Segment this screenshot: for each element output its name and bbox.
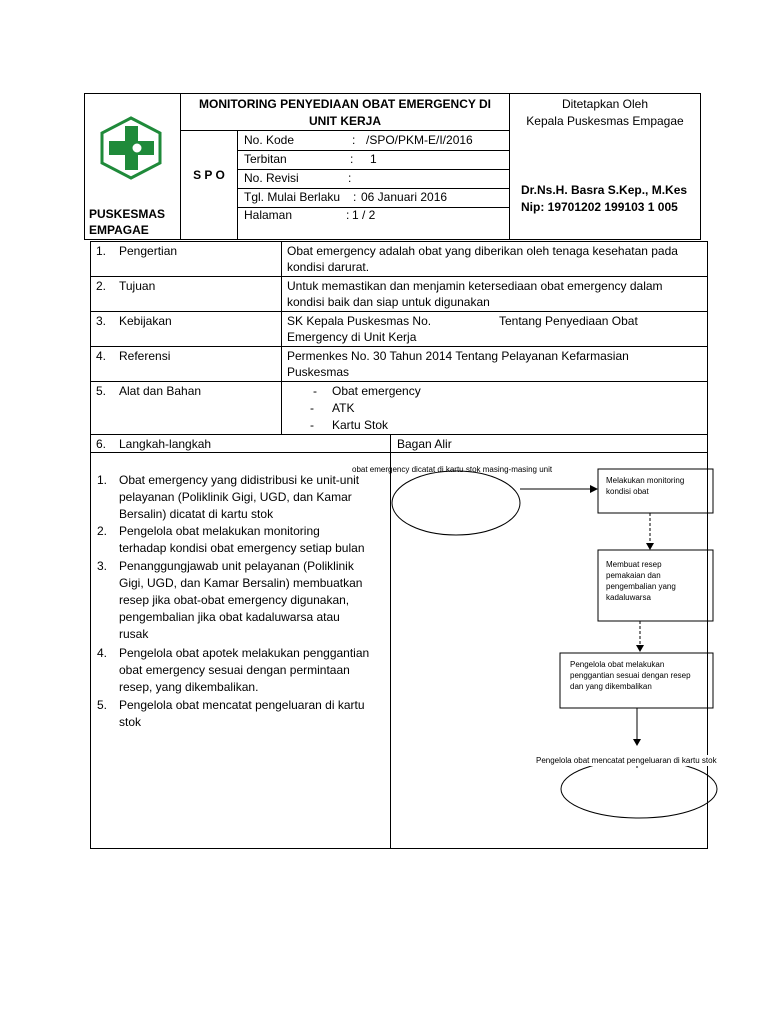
row-label-alat-bahan: Alat dan Bahan <box>119 384 202 398</box>
org-name-line2: EMPAGAE <box>89 223 149 237</box>
row-number: 4. <box>96 349 107 363</box>
step-text: terhadap kondisi obat emergency setiap bulan <box>119 541 365 555</box>
document-title-line2: UNIT KERJA <box>308 114 381 128</box>
steps-header: Langkah-langkah <box>119 437 212 451</box>
column-divider <box>390 434 391 849</box>
step-text: resep, yang dikembalikan. <box>119 680 259 694</box>
meta-label-terbitan: Terbitan <box>244 152 287 166</box>
list-item: Kartu Stok <box>332 418 389 432</box>
step-text: Gigi, UGD, dan Kamar Bersalin) membuatkan <box>119 576 363 590</box>
flow-box-penggantian-text: Pengelola obat melakukan penggantian sesuai dengan resep dan yang dikembalikan <box>570 660 691 691</box>
row-label-pengertian: Pengertian <box>119 244 178 258</box>
step-text: resep jika obat-obat emergency digunakan, <box>119 593 350 607</box>
step-number: 4. <box>97 646 108 660</box>
meta-label-halaman: Halaman <box>244 208 293 222</box>
row-number: 1. <box>96 244 107 258</box>
row-divider <box>90 311 708 312</box>
row-divider <box>90 346 708 347</box>
step-text: Penanggungjawab unit pelayanan (Poliklinik <box>119 559 354 573</box>
row-text: kondisi darurat. <box>287 260 370 274</box>
list-bullet: - <box>310 401 314 415</box>
list-item: Obat emergency <box>332 384 421 398</box>
meta-label-no-revisi: No. Revisi <box>244 171 299 185</box>
list-bullet: - <box>310 418 314 432</box>
step-number: 3. <box>97 559 108 573</box>
meta-sep: : <box>348 171 352 185</box>
row-label-kebijakan: Kebijakan <box>119 314 172 328</box>
spo-label: S P O <box>193 168 225 182</box>
meta-sep: : <box>353 190 357 204</box>
row-divider <box>90 381 708 382</box>
row-text: Obat emergency adalah obat yang diberikan oleh tenaga kesehatan pada <box>287 244 678 258</box>
row-text: Permenkes No. 30 Tahun 2014 Tentang Pelayanan Kefarmasian <box>287 349 629 363</box>
step-text: rusak <box>119 627 149 641</box>
step-text: pengembalian jika obat kadaluwarsa atau <box>119 610 340 624</box>
signer-name: Dr.Ns.H. Basra S.Kep., M.Kes <box>521 183 688 197</box>
column-divider <box>281 241 282 434</box>
step-text: Pengelola obat apotek melakukan penggantian <box>119 646 370 660</box>
approval-line1: Ditetapkan Oleh <box>561 97 649 111</box>
row-number: 5. <box>96 384 107 398</box>
step-number: 2. <box>97 524 108 538</box>
list-item: ATK <box>332 401 355 415</box>
org-name-line1: PUSKESMAS <box>89 207 166 221</box>
signer-nip: Nip: 19701202 199103 1 005 <box>521 200 678 214</box>
row-text: Puskesmas <box>287 365 350 379</box>
step-text: stok <box>119 715 142 729</box>
step-text: obat emergency sesuai dengan permintaan <box>119 663 350 677</box>
document-title-line1: MONITORING PENYEDIAAN OBAT EMERGENCY DI <box>198 97 492 111</box>
row-text: Tentang Penyediaan Obat <box>499 314 638 328</box>
meta-value-halaman: 1 / 2 <box>352 208 376 222</box>
meta-sep: : <box>346 208 350 222</box>
row-divider <box>90 434 708 435</box>
row-text: Emergency di Unit Kerja <box>287 330 417 344</box>
row-divider <box>90 276 708 277</box>
row-label-referensi: Referensi <box>119 349 171 363</box>
meta-value-terbitan: 1 <box>370 152 377 166</box>
step-text: Bersalin) dicatat di kartu stok <box>119 507 274 521</box>
flow-box-monitoring-text: Melakukan monitoring kondisi obat <box>606 476 685 496</box>
step-number: 1. <box>97 473 108 487</box>
meta-value-no-kode: /SPO/PKM-E/I/2016 <box>366 133 473 147</box>
approval-line2: Kepala Puskesmas Empagae <box>526 114 684 128</box>
flow-box-resep-text: Membuat resep pemakaian dan pengembalian yang kadaluwarsa <box>606 560 676 602</box>
flowchart-header: Bagan Alir <box>397 437 452 451</box>
row-text: Untuk memastikan dan menjamin ketersediaan obat emergency dalam <box>287 279 663 293</box>
step-text: Pengelola obat mencatat pengeluaran di kartu <box>119 698 365 712</box>
meta-label-no-kode: No. Kode <box>244 133 295 147</box>
row-number: 6. <box>96 437 107 451</box>
step-text: Obat emergency yang didistribusi ke unit-unit <box>119 473 360 487</box>
row-label-tujuan: Tujuan <box>119 279 156 293</box>
row-number: 3. <box>96 314 107 328</box>
flow-end-label: Pengelola obat mencatat pengeluaran di kartu stok <box>536 756 717 765</box>
flow-start-label: obat emergency dicatat di kartu stok masing-masing unit <box>352 465 553 474</box>
row-text: SK Kepala Puskesmas No. <box>287 314 432 328</box>
row-number: 2. <box>96 279 107 293</box>
meta-label-tgl: Tgl. Mulai Berlaku <box>244 190 341 204</box>
meta-value-tgl: 06 Januari 2016 <box>361 190 448 204</box>
list-bullet: - <box>313 384 317 398</box>
spo-cell <box>180 130 238 240</box>
meta-sep: : <box>350 152 354 166</box>
step-number: 5. <box>97 698 108 712</box>
meta-sep: : <box>352 133 356 147</box>
step-text: pelayanan (Poliklinik Gigi, UGD, dan Kamar <box>119 490 352 504</box>
step-text: Pengelola obat melakukan monitoring <box>119 524 320 538</box>
row-text: kondisi baik dan siap untuk digunakan <box>287 295 490 309</box>
